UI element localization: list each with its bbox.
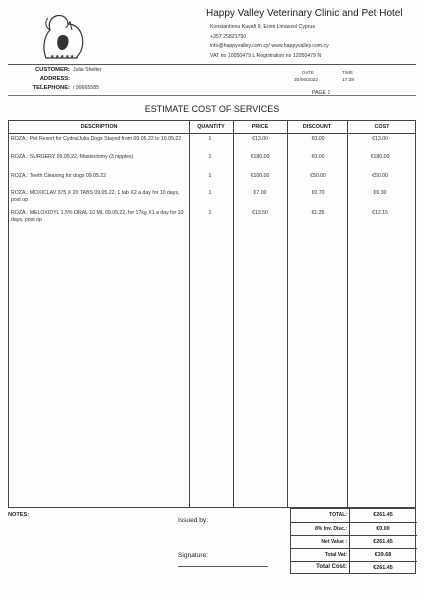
total-vat-label: Total Vat:	[324, 552, 347, 558]
header-price: PRICE	[251, 124, 269, 130]
row-discount: €1.35	[311, 210, 325, 216]
invoice-discount-value: €0.00	[376, 526, 390, 532]
total-vat-value: €39.68	[374, 552, 392, 558]
date-label: DATE	[302, 70, 314, 75]
invoice-discount-label: 8% Inv. Disc.:	[315, 526, 347, 532]
header-description: DESCRIPTION	[80, 124, 118, 130]
row-quantity: 1	[208, 190, 212, 196]
row-discount: €50.00	[310, 173, 326, 179]
row-price: €13.50	[252, 210, 268, 216]
customer-value: Julia Shelter	[73, 67, 102, 73]
row-cost: €13.00	[372, 136, 388, 142]
total-value: €261.45	[373, 512, 393, 518]
row-quantity: 1	[208, 154, 212, 160]
row-description: ROZA.: SURGERY 09.05.22, Mastectomy (3 nipples)	[11, 154, 134, 160]
row-price: €7.00	[253, 190, 267, 196]
date-value: 30/06/2022	[294, 78, 319, 83]
clinic-phone: +357 25821750	[210, 34, 247, 40]
rating-stars: ★★★★★	[50, 54, 75, 60]
total-vat-row	[291, 548, 417, 561]
header-discount: DISCOUNT	[302, 124, 332, 130]
customer-label: CUSTOMER:	[35, 67, 70, 73]
telephone-label: TELEPHONE:	[32, 85, 70, 91]
row-discount: €0.70	[311, 190, 325, 196]
clinic-address: Konstantinou Kavafi 9, Erimi Limassol Cyprus	[210, 24, 315, 30]
notes-label: NOTES:	[8, 512, 30, 518]
time-value: 17:38	[342, 78, 355, 83]
row-price: €13.00	[252, 136, 268, 142]
net-value-row	[291, 535, 417, 548]
header-cost: COST	[374, 124, 390, 130]
row-cost: €50.00	[372, 173, 388, 179]
signature-line	[178, 566, 268, 567]
clinic-name: Happy Valley Veterinary Clinic and Pet Hotel	[206, 8, 403, 19]
total-row	[291, 509, 417, 522]
document-title: ESTIMATE COST OF SERVICES	[144, 104, 280, 114]
net-value-label: Net Value :	[321, 539, 347, 545]
row-quantity: 1	[208, 136, 212, 142]
column-divider	[347, 121, 348, 507]
row-description: ROZA.: Teeth Cleaning for dogs 09.05.22	[11, 173, 107, 179]
total-label: TOTAL:	[329, 512, 347, 518]
address-label: ADDRESS:	[39, 76, 70, 82]
net-value-value: €261.45	[373, 539, 393, 545]
row-description: ROZA.: Pet Resort for Cydra/Julia Dogs Stayed from 09.05.22 to 10.05.22	[11, 136, 182, 142]
row-cost: €180.00	[370, 154, 390, 160]
row-discount: €0.00	[311, 136, 325, 142]
divider-top	[8, 64, 416, 65]
row-price: €100.00	[250, 173, 270, 179]
issued-by-label: Issued by:	[178, 517, 209, 524]
telephone-value: / 99665585	[73, 85, 99, 91]
total-cost-label: Total Cost:	[316, 564, 347, 570]
signature-label: Signature:	[178, 552, 209, 559]
services-table	[8, 120, 416, 508]
header-quantity: QUANTITY	[197, 124, 225, 130]
row-discount: €0.00	[311, 154, 325, 160]
row-cost: €12.15	[372, 210, 388, 216]
row-cost: €6.30	[373, 190, 387, 196]
totals-table	[290, 508, 416, 574]
clinic-contact: info@happyvalley.com.cy/ www.happyvalley.com.cy	[210, 43, 329, 49]
page-number: PAGE 1	[312, 90, 331, 96]
total-cost-row	[291, 561, 417, 574]
column-divider	[287, 121, 288, 507]
column-divider	[233, 121, 234, 507]
invoice-discount-row	[291, 522, 417, 535]
total-cost-value: €261.45	[373, 565, 393, 571]
clinic-registration: VAT no 10050479 L Registration no 12050479 N	[210, 53, 322, 59]
row-description: ROZA.: MOXICLAV 375 X 20 TABS 09.05.22, 1 tab X2 a day for 10 days, post op	[11, 190, 180, 203]
time-label: TIME	[342, 70, 353, 75]
divider-middle	[8, 95, 416, 96]
row-quantity: 1	[208, 173, 212, 179]
row-description: ROZA.: MELOXIDYL 1.5% ORAL 10 ML 09.05.22, for 17kg X1 a day for 10 days, post op	[11, 210, 184, 223]
row-price: €180.00	[250, 154, 270, 160]
header-divider	[9, 133, 415, 134]
row-quantity: 1	[208, 210, 212, 216]
